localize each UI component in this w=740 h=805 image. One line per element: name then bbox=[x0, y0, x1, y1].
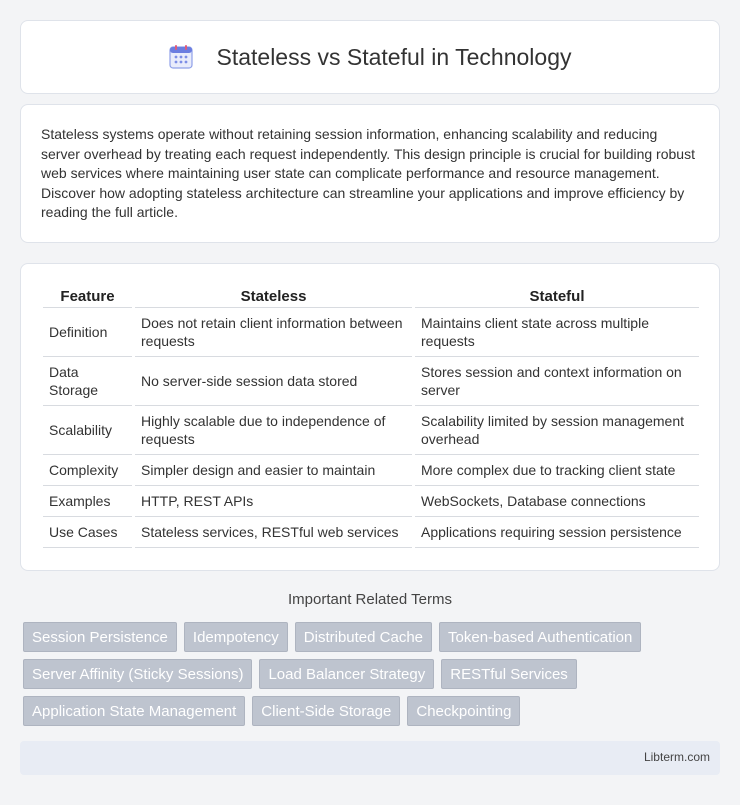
footer-brand-link[interactable]: Libterm.com bbox=[643, 750, 710, 764]
related-term-tag[interactable]: RESTful Services bbox=[441, 659, 577, 689]
table-cell-stateful: Maintains client state across multiple requests bbox=[415, 308, 699, 357]
column-header-feature: Feature bbox=[43, 286, 132, 308]
table-cell-feature: Scalability bbox=[43, 406, 132, 455]
table-cell-stateful: WebSockets, Database connections bbox=[415, 486, 699, 517]
comparison-table bbox=[40, 286, 702, 548]
related-terms-list bbox=[23, 622, 723, 726]
related-term-tag[interactable]: Token-based Authentication bbox=[439, 622, 641, 652]
table-cell-stateful: Stores session and context information on server bbox=[415, 357, 699, 406]
table-row bbox=[43, 308, 699, 357]
related-terms-title: Important Related Terms bbox=[288, 591, 452, 608]
related-term-tag[interactable]: Distributed Cache bbox=[295, 622, 432, 652]
table-cell-stateless: Does not retain client information between requests bbox=[135, 308, 412, 357]
table-header-row bbox=[43, 286, 699, 308]
page-title: Stateless vs Stateful in Technology bbox=[216, 43, 572, 70]
table-row bbox=[43, 357, 699, 406]
header-card bbox=[20, 20, 720, 94]
related-term-tag[interactable]: Session Persistence bbox=[23, 622, 177, 652]
table-cell-feature: Complexity bbox=[43, 455, 132, 486]
table-cell-stateless: Simpler design and easier to maintain bbox=[135, 455, 412, 486]
column-header-stateful: Stateful bbox=[415, 286, 699, 308]
table-row bbox=[43, 486, 699, 517]
calendar-icon bbox=[168, 44, 194, 70]
related-term-tag[interactable]: Load Balancer Strategy bbox=[259, 659, 434, 689]
table-row bbox=[43, 517, 699, 548]
related-term-tag[interactable]: Client-Side Storage bbox=[252, 696, 400, 726]
comparison-card bbox=[20, 263, 720, 571]
related-term-tag[interactable]: Checkpointing bbox=[407, 696, 520, 726]
table-cell-feature: Examples bbox=[43, 486, 132, 517]
table-cell-stateful: Applications requiring session persistence bbox=[415, 517, 699, 548]
table-cell-feature: Use Cases bbox=[43, 517, 132, 548]
table-row bbox=[43, 406, 699, 455]
table-cell-stateless: HTTP, REST APIs bbox=[135, 486, 412, 517]
table-cell-stateless: No server-side session data stored bbox=[135, 357, 412, 406]
table-cell-stateful: More complex due to tracking client state bbox=[415, 455, 699, 486]
table-cell-stateful: Scalability limited by session management overhead bbox=[415, 406, 699, 455]
table-row bbox=[43, 455, 699, 486]
related-term-tag[interactable]: Server Affinity (Sticky Sessions) bbox=[23, 659, 252, 689]
intro-card bbox=[20, 104, 720, 243]
related-term-tag[interactable]: Application State Management bbox=[23, 696, 245, 726]
column-header-stateless: Stateless bbox=[135, 286, 412, 308]
footer bbox=[20, 741, 720, 775]
table-cell-stateless: Stateless services, RESTful web services bbox=[135, 517, 412, 548]
intro-text: Stateless systems operate without retaining session information, enhancing scalability and reducing server overhead by treating each request independently. This design principle is crucial for building robust web services where maintaining user state can complicate performance and resource management. Discover how adopting stateless architecture can streamline your applications and improve efficiency by reading the full article. bbox=[41, 126, 695, 221]
table-cell-feature: Definition bbox=[43, 308, 132, 357]
table-cell-feature: Data Storage bbox=[43, 357, 132, 406]
related-term-tag[interactable]: Idempotency bbox=[184, 622, 288, 652]
table-cell-stateless: Highly scalable due to independence of requests bbox=[135, 406, 412, 455]
